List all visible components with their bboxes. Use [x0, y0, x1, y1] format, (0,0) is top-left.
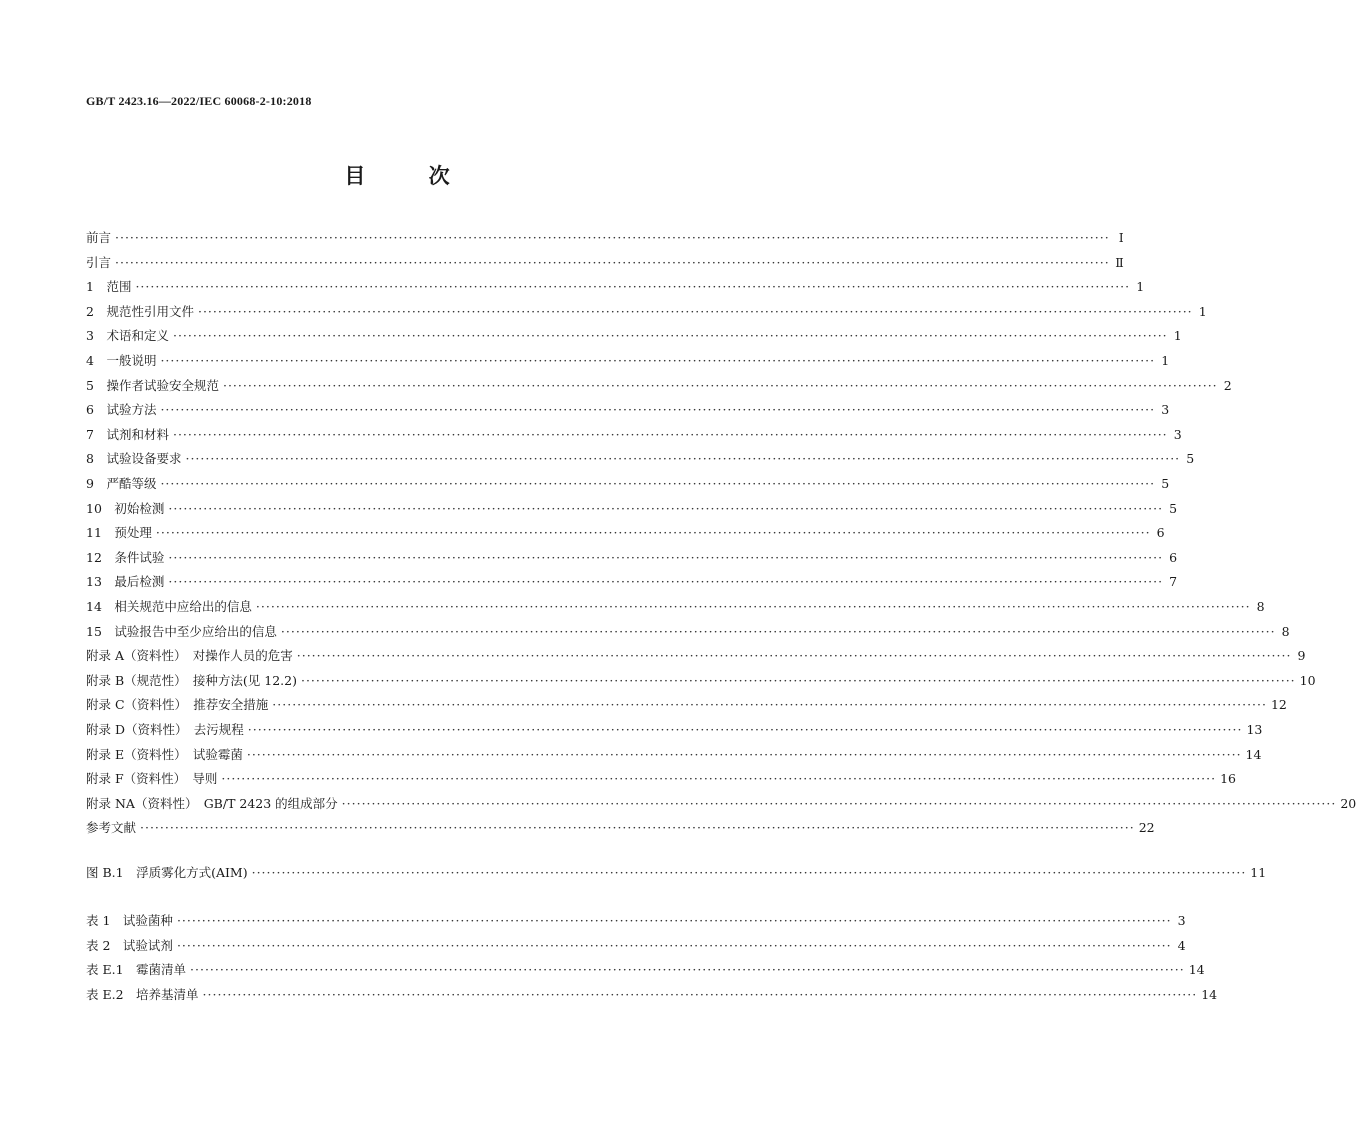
toc-entry-page: 10: [1299, 672, 1316, 688]
toc-entry-label: 11 预处理: [86, 525, 152, 541]
toc-leader-dots: ········································································································································································································: [296, 648, 1292, 664]
toc-entry[interactable]: [86, 499, 1178, 519]
toc-entry-page: 16: [1220, 771, 1236, 787]
toc-entry[interactable]: [86, 818, 1155, 838]
toc-entry-page: 1: [1198, 303, 1207, 319]
toc-leader-dots: ········································································································································································································: [300, 672, 1296, 688]
toc-leader-dots: ········································································································································································································: [246, 746, 1242, 762]
toc-entry[interactable]: [86, 277, 1145, 297]
toc-entry-label: 表 E.2 培养基清单: [86, 986, 199, 1002]
toc-entry-label: 前言: [86, 230, 112, 245]
toc-entry-page: 1: [1136, 279, 1145, 295]
toc-entry-label: 15 试验报告中至少应给出的信息: [86, 623, 277, 639]
toc-entry-page: 12: [1270, 697, 1287, 713]
toc-entry-label: 8 试验设备要求: [86, 451, 182, 467]
toc-leader-dots: ········································································································································································································: [176, 913, 1172, 928]
toc-entry[interactable]: [86, 794, 1356, 814]
page-title: 目 次: [344, 164, 478, 188]
toc-entry-label: 图 B.1 浮质雾化方式(AIM): [86, 865, 248, 880]
toc-leader-dots: ········································································································································································································: [221, 771, 1217, 787]
toc-leader-dots: ········································································································································································································: [247, 722, 1243, 737]
toc-entry-label: 表 1 试验菌种: [86, 913, 173, 928]
toc-entry-page: 3: [1161, 402, 1170, 418]
toc-entry-label: 3 术语和定义: [86, 328, 169, 344]
toc-entry[interactable]: [86, 376, 1232, 396]
toc-entry-page: 5: [1186, 451, 1195, 467]
toc-entry[interactable]: [86, 228, 1124, 248]
toc-entry[interactable]: [86, 400, 1170, 420]
toc-entry-label: 2 规范性引用文件: [86, 303, 194, 319]
toc-entry-page: 8: [1281, 623, 1290, 639]
toc-entry[interactable]: [86, 911, 1186, 931]
toc-entry[interactable]: [86, 985, 1218, 1005]
toc-entry[interactable]: [86, 326, 1182, 346]
toc-entry[interactable]: [86, 960, 1205, 980]
toc-entry-label: 4 一般说明: [86, 353, 157, 368]
toc-entry[interactable]: [86, 720, 1263, 740]
toc-entry-page: 22: [1138, 820, 1155, 836]
toc-entry[interactable]: [86, 548, 1178, 568]
toc-entry-page: 7: [1169, 574, 1178, 590]
toc-entry-page: 9: [1297, 648, 1306, 664]
toc-entry[interactable]: [86, 863, 1267, 883]
toc-entry[interactable]: [86, 474, 1170, 494]
toc-entry-page: 3: [1173, 426, 1182, 442]
toc-entry-page: 2: [1223, 377, 1232, 393]
toc-entry-page: 20: [1340, 795, 1356, 811]
toc-entry-label: 10 初始检测: [86, 500, 165, 516]
standard-id-header: GB/T 2423.16—2022/IEC 60068-2-10:2018: [86, 94, 312, 108]
toc-leader-dots: ········································································································································································································: [197, 303, 1193, 319]
toc-entry-label: 7 试剂和材料: [86, 426, 169, 442]
toc-leader-dots: ········································································································································································································: [341, 795, 1337, 811]
toc-leader-dots: ········································································································································································································: [190, 962, 1185, 978]
toc-entry-label: 参考文献: [86, 820, 137, 836]
toc-leader-dots: ········································································································································································································: [168, 500, 1164, 516]
toc-entry-label: 1 范围: [86, 279, 132, 295]
toc-entry[interactable]: [86, 936, 1186, 956]
toc-entry[interactable]: [86, 523, 1165, 543]
toc-leader-dots: ········································································································································································································: [251, 865, 1247, 880]
toc-entry-page: 14: [1188, 962, 1205, 978]
toc-entry[interactable]: [86, 253, 1124, 273]
toc-entry[interactable]: [86, 646, 1306, 666]
toc-entry-page: Ⅰ: [1118, 230, 1124, 245]
toc-entry-label: 引言: [86, 254, 112, 270]
toc-entry-page: 3: [1177, 913, 1186, 928]
toc-leader-dots: ········································································································································································································: [135, 279, 1131, 295]
toc-entry-page: 1: [1173, 328, 1182, 344]
toc-entry-page: 13: [1246, 722, 1263, 737]
toc-leader-dots: ········································································································································································································: [160, 353, 1156, 368]
toc-entry-page: 6: [1156, 525, 1165, 541]
toc-entry-page: 14: [1201, 986, 1218, 1002]
toc-entry[interactable]: [86, 351, 1170, 371]
toc-entry[interactable]: [86, 671, 1316, 691]
toc-entry-label: 5 操作者试验安全规范: [86, 377, 219, 393]
toc-entry-page: 11: [1250, 865, 1267, 880]
toc-entry-page: 5: [1169, 500, 1178, 516]
toc-entry-label: 附录 C（资料性） 推荐安全措施: [86, 697, 269, 713]
toc-entry-page: 5: [1161, 476, 1170, 491]
toc-entry-label: 12 条件试验: [86, 549, 165, 565]
toc-entry-label: 6 试验方法: [86, 402, 157, 418]
toc-entry[interactable]: [86, 425, 1182, 445]
toc-leader-dots: ········································································································································································································: [155, 525, 1151, 541]
toc-entry-page: 14: [1245, 746, 1262, 762]
toc-entry-page: 6: [1169, 549, 1178, 565]
toc-leader-dots: ········································································································································································································: [115, 254, 1110, 270]
toc-entry-label: 13 最后检测: [86, 574, 165, 590]
toc-entry-label: 附录 F（资料性） 导则: [86, 771, 218, 787]
toc-entry[interactable]: [86, 695, 1287, 715]
toc-leader-dots: ········································································································································································································: [115, 230, 1110, 245]
toc-leader-dots: ········································································································································································································: [280, 623, 1276, 639]
toc-leader-dots: ········································································································································································································: [160, 402, 1156, 418]
toc-leader-dots: ········································································································································································································: [172, 328, 1168, 344]
toc-entry-label: 附录 E（资料性） 试验霉菌: [86, 746, 243, 762]
toc-entry-page: 8: [1256, 599, 1265, 614]
toc-entry-label: 附录 D（资料性） 去污规程: [86, 722, 244, 737]
toc-entry[interactable]: [86, 597, 1265, 617]
toc-leader-dots: ········································································································································································································: [176, 937, 1172, 953]
toc-entry[interactable]: [86, 302, 1207, 322]
toc-entry-label: 附录 B（规范性） 接种方法(见 12.2): [86, 672, 297, 688]
toc-entry-page: 4: [1177, 937, 1186, 953]
toc-entry-page: Ⅱ: [1115, 254, 1124, 270]
toc-entry-label: 表 2 试验试剂: [86, 937, 173, 953]
toc-entry[interactable]: [86, 572, 1178, 592]
toc-entry[interactable]: [86, 745, 1262, 765]
toc-leader-dots: ········································································································································································································: [255, 599, 1251, 614]
toc-entry-label: 附录 A（资料性） 对操作人员的危害: [86, 648, 293, 664]
toc-entry[interactable]: [86, 449, 1195, 469]
toc-leader-dots: ········································································································································································································: [160, 476, 1156, 491]
toc-leader-dots: ········································································································································································································: [172, 426, 1168, 442]
toc-leader-dots: ········································································································································································································: [202, 986, 1198, 1002]
toc-leader-dots: ········································································································································································································: [185, 451, 1181, 467]
toc-leader-dots: ········································································································································································································: [140, 820, 1135, 836]
toc-entry-page: 1: [1161, 353, 1170, 368]
toc-leader-dots: ········································································································································································································: [272, 697, 1267, 713]
toc-entry-label: 9 严酷等级: [86, 476, 157, 491]
toc-entry-label: 附录 NA（资料性） GB/T 2423 的组成部分: [86, 795, 338, 811]
toc-entry-label: 表 E.1 霉菌清单: [86, 962, 187, 978]
toc-leader-dots: ········································································································································································································: [168, 549, 1164, 565]
toc-entry[interactable]: [86, 622, 1290, 642]
toc-leader-dots: ········································································································································································································: [168, 574, 1164, 590]
toc-entry[interactable]: [86, 769, 1236, 789]
toc-entry-label: 14 相关规范中应给出的信息: [86, 599, 252, 614]
toc-leader-dots: ········································································································································································································: [222, 377, 1218, 393]
